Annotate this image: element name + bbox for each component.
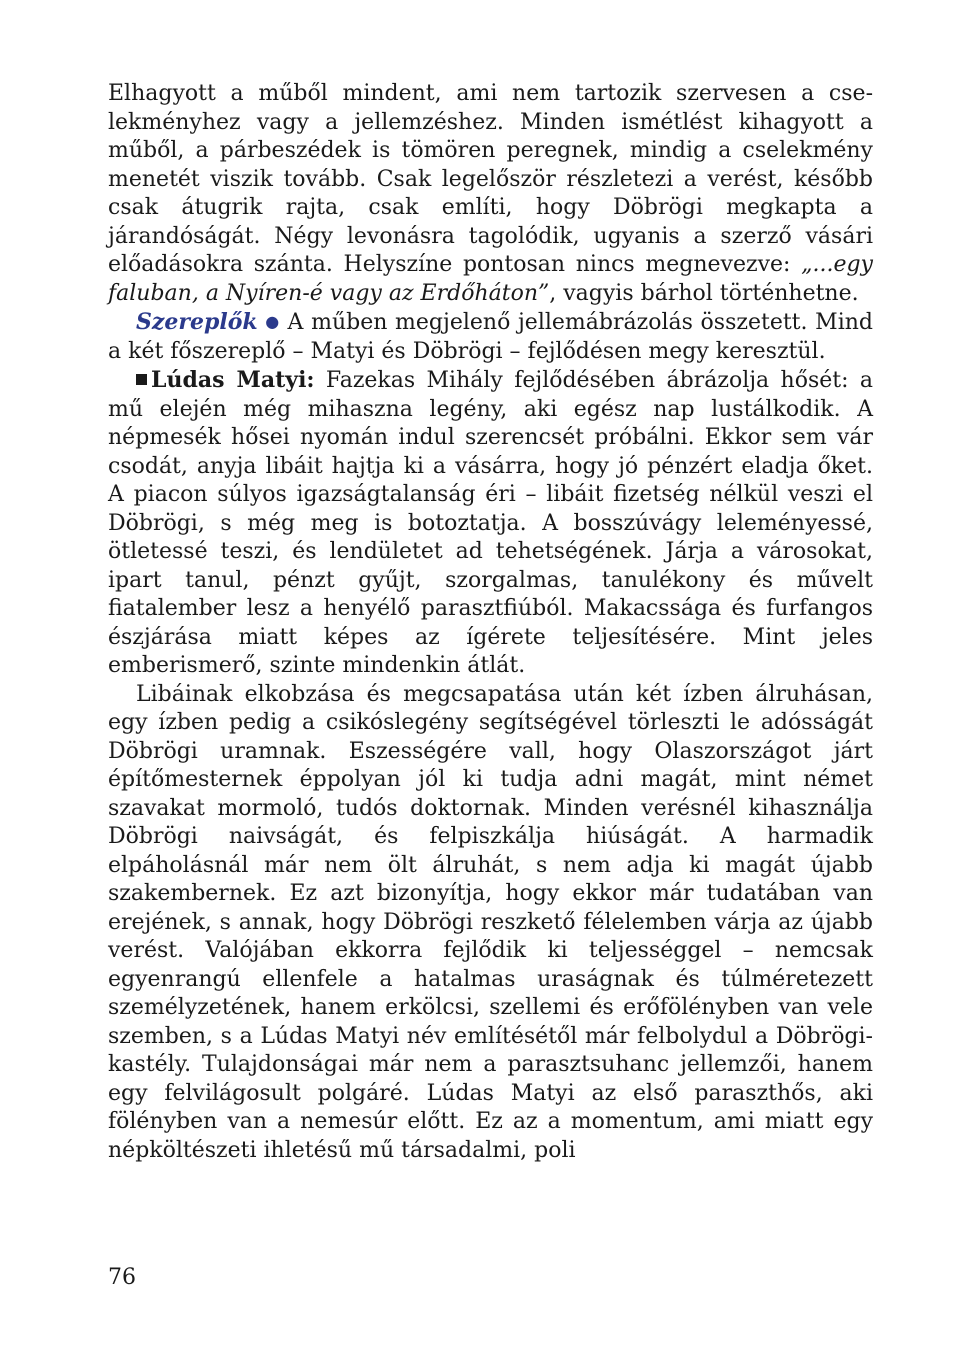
page-body [108, 80, 873, 1165]
bullet-icon: ● [265, 312, 280, 331]
section-title-characters: Szereplők [136, 309, 258, 335]
paragraph-characters [108, 308, 873, 366]
setting-quote: „...egy faluban, a Nyíren-é vagy az Erdőháton” [108, 252, 873, 306]
paragraph-intro [108, 80, 873, 308]
paragraph-revenge [108, 681, 873, 1166]
paragraph-ludas-matyi [108, 366, 873, 681]
revenge-text: Libáinak elkobzása és megcsapatása után két ízben álruhásan, egy ízben pedig a csikóslegény segítségével törleszti le adósságát Döbrögi uramnak. Eszességére vall, hogy Olaszországot járt építőmesternek éppolyan jól ki tudja adni magát, mint német szavakat mormoló, tudós doktornak. Minden verésnél kihasználja Döbrögi naivságát, és felpiszkálja hiúságát. A harmadik elpáholásnál már nem ölt álruhát, s nem adja ki magát újabb szakembernek. Ez azt bizonyítja, hogy ekkor már tudatában van erejének, s annak, hogy Döbrögi reszkető félelemben várja az újabb verést. Valójában ekkorra fejlődik ki teljességgel – nemcsak egyenrangú ellenfele a hatalmas uraságnak és túlméretezett személyzetének, hanem erkölcsi, szellemi és erőfölényben van vele szemben, s a Lúdas Matyi név említésétől már felbolydul a Döbrögi-kastély. Tulajdonságai már nem a parasztsuhanc jellemzői, hanem egy felvilágosult polgáré. Lúdas Matyi az első paraszthős, aki fölényben van a nemesúr előtt. Ez az a momentum, ami miatt egy népköltészeti ihletésű mű társadalmi, poli [108, 681, 873, 1163]
character-name-ludas-matyi: Lúdas Matyi: [151, 367, 315, 393]
ludas-matyi-text: Fazekas Mihály fejlődésében ábrázolja hősét: a mű elején még mihaszna legény, aki egész nap lustálkodik. A népmesék hősei nyomán indul szerencsét próbálni. Ekkor sem vár csodát, anyja libáit hajtja ki a vásárra, hogy jó pénzért eladja őket. A piacon súlyos igazságtalanság éri – libáit fizetség nélkül veszi el Döbrögi, s még meg is botoztatja. A bosszúvágy leleményessé, ötletessé teszi, és lendületet ad tehetségének. Járja a városokat, ipart tanul, pénzt gyűjt, szorgalmas, tanulékony és művelt fiatalember lesz a henyélő parasztfiúból. Makacssága és furfangos észjárása miatt képes az ígérete teljesítésére. Mint jeles emberismerő, szinte mindenkin átlát. [108, 368, 873, 678]
square-bullet-icon [136, 374, 147, 385]
paragraph-intro-text: Elhagyott a műből mindent, ami nem tartozik szervesen a cselekményhez vagy a jellemzéshez. Minden ismétlést kihagyott a műből, a párbeszédek is tömören peregnek, mindig a cselekmény menetét viszik tovább. Csak legelőször részletezi a verést, később csak átugrik rajta, csak említi, hogy Döbrögi megkapta a járandóságát. Négy levonásra tagolódik, ugyanis a szerző vásári előadásokra szánta. Helyszíne pontosan nincs megnevezve: [108, 81, 873, 277]
characters-text: A műben megjelenő jellemábrázolás összetett. Mind a két főszereplő – Matyi és Döbrögi – fejlődésen megy keresztül. [108, 310, 873, 364]
page-number: 76 [108, 1265, 136, 1290]
paragraph-intro-end: , vagyis bárhol történhetne. [549, 280, 859, 306]
